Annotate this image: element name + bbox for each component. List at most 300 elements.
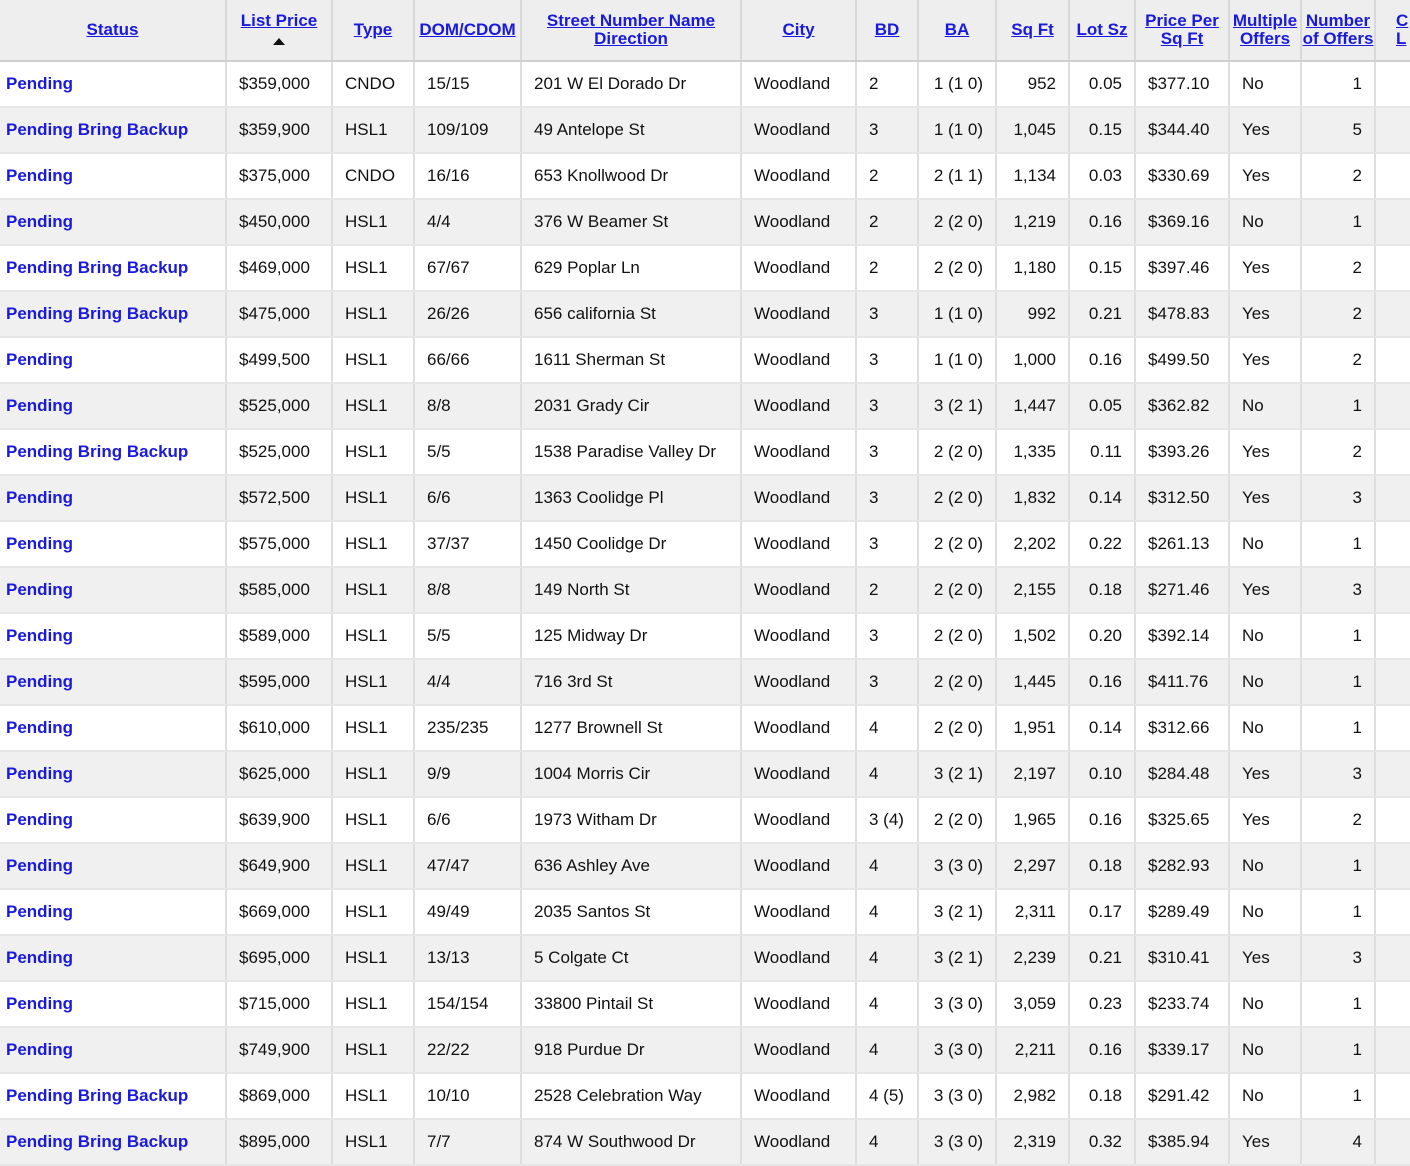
bedrooms-cell: 4 [856,935,918,981]
bedrooms-cell: 4 [856,889,918,935]
sq-ft-cell: 1,180 [996,245,1069,291]
truncated-cell [1375,107,1410,153]
number-of-offers-cell: 1 [1301,1027,1375,1073]
street-address-cell: 33800 Pintail St [521,981,741,1027]
type-cell: HSL1 [332,705,414,751]
price-per-sq-ft-cell: $393.26 [1135,429,1229,475]
dom-cdom-cell: 6/6 [414,797,521,843]
bathrooms-cell: 2 (2 0) [918,199,996,245]
bedrooms-cell: 4 [856,705,918,751]
lot-size-cell: 0.21 [1069,291,1135,337]
multiple-offers-cell: Yes [1229,935,1301,981]
status-link[interactable]: Pending Bring Backup [6,258,189,277]
multiple-offers-cell: Yes [1229,153,1301,199]
sq-ft-cell: 2,319 [996,1119,1069,1165]
status-link[interactable]: Pending [6,764,74,783]
column-header-dom-cdom[interactable] [414,0,521,61]
street-address-cell: 2031 Grady Cir [521,383,741,429]
column-header-list-price[interactable] [226,0,332,61]
sq-ft-cell: 2,211 [996,1027,1069,1073]
number-of-offers-cell: 2 [1301,797,1375,843]
lot-size-cell: 0.16 [1069,337,1135,383]
sort-link-city[interactable]: City [782,20,815,39]
table-row[interactable] [0,61,1410,107]
sort-link-multiple-offers[interactable]: Multiple Offers [1232,11,1298,48]
truncated-cell [1375,153,1410,199]
bedrooms-cell: 3 [856,613,918,659]
list-price-cell: $749,900 [226,1027,332,1073]
number-of-offers-cell: 4 [1301,1119,1375,1165]
type-cell: HSL1 [332,521,414,567]
status-link[interactable]: Pending [6,212,74,231]
status-cell[interactable] [0,889,226,935]
bedrooms-cell: 2 [856,567,918,613]
bathrooms-cell: 3 (3 0) [918,1027,996,1073]
dom-cdom-cell: 10/10 [414,1073,521,1119]
table-row[interactable] [0,843,1410,889]
sort-link-list-price[interactable]: List Price [240,10,318,30]
list-price-cell: $572,500 [226,475,332,521]
column-header-ba[interactable] [918,0,996,61]
truncated-cell [1375,705,1410,751]
status-link[interactable]: Pending Bring Backup [6,1086,189,1105]
column-header-sq-ft[interactable] [996,0,1069,61]
sq-ft-cell: 2,155 [996,567,1069,613]
city-cell: Woodland [741,935,856,981]
status-link[interactable]: Pending Bring Backup [6,1132,189,1151]
multiple-offers-cell: No [1229,613,1301,659]
column-header-street[interactable] [521,0,741,61]
status-cell[interactable] [0,521,226,567]
list-price-cell: $359,900 [226,107,332,153]
multiple-offers-cell: No [1229,659,1301,705]
bathrooms-cell: 2 (1 1) [918,153,996,199]
column-header-truncated[interactable] [1375,0,1410,61]
status-cell[interactable] [0,705,226,751]
city-cell: Woodland [741,383,856,429]
status-cell[interactable] [0,935,226,981]
city-cell: Woodland [741,337,856,383]
status-cell[interactable] [0,107,226,153]
truncated-cell [1375,659,1410,705]
city-cell: Woodland [741,705,856,751]
sort-link-status[interactable]: Status [86,20,139,39]
truncated-cell [1375,1073,1410,1119]
multiple-offers-cell: No [1229,383,1301,429]
bedrooms-cell: 3 [856,659,918,705]
status-link[interactable]: Pending [6,166,74,185]
sort-link-lot-sz[interactable]: Lot Sz [1076,20,1128,39]
status-cell[interactable] [0,337,226,383]
sort-link-ba[interactable]: BA [944,20,970,39]
price-per-sq-ft-cell: $369.16 [1135,199,1229,245]
table-row[interactable] [0,751,1410,797]
city-cell: Woodland [741,567,856,613]
status-link[interactable]: Pending [6,1040,74,1059]
status-link[interactable]: Pending Bring Backup [6,120,189,139]
sort-link-bd[interactable]: BD [874,20,900,39]
dom-cdom-cell: 4/4 [414,659,521,705]
list-price-cell: $895,000 [226,1119,332,1165]
street-address-cell: 716 3rd St [521,659,741,705]
status-link[interactable]: Pending [6,488,74,507]
sq-ft-cell: 1,447 [996,383,1069,429]
price-per-sq-ft-cell: $397.46 [1135,245,1229,291]
bedrooms-cell: 3 [856,475,918,521]
status-cell[interactable] [0,843,226,889]
truncated-cell [1375,521,1410,567]
status-cell[interactable] [0,475,226,521]
status-link[interactable]: Pending [6,994,74,1013]
table-row[interactable] [0,1027,1410,1073]
number-of-offers-cell: 1 [1301,705,1375,751]
dom-cdom-cell: 235/235 [414,705,521,751]
type-cell: CNDO [332,61,414,107]
list-price-cell: $595,000 [226,659,332,705]
list-price-cell: $585,000 [226,567,332,613]
number-of-offers-cell: 2 [1301,337,1375,383]
multiple-offers-cell: Yes [1229,797,1301,843]
city-cell: Woodland [741,751,856,797]
multiple-offers-cell: No [1229,981,1301,1027]
table-row[interactable] [0,291,1410,337]
price-per-sq-ft-cell: $282.93 [1135,843,1229,889]
table-row[interactable] [0,797,1410,843]
type-cell: HSL1 [332,429,414,475]
truncated-cell [1375,751,1410,797]
lot-size-cell: 0.14 [1069,475,1135,521]
column-header-multiple-offers[interactable] [1229,0,1301,61]
street-address-cell: 653 Knollwood Dr [521,153,741,199]
table-row[interactable] [0,1119,1410,1165]
lot-size-cell: 0.18 [1069,1073,1135,1119]
sq-ft-cell: 1,335 [996,429,1069,475]
sort-up-arrow-icon[interactable] [273,38,285,45]
table-row[interactable] [0,659,1410,705]
multiple-offers-cell: No [1229,843,1301,889]
sort-link-dom-cdom[interactable]: DOM/CDOM [419,20,516,39]
status-link[interactable]: Pending [6,856,74,875]
sort-link-sq-ft[interactable]: Sq Ft [1011,20,1054,39]
truncated-cell [1375,61,1410,107]
dom-cdom-cell: 4/4 [414,199,521,245]
bedrooms-cell: 3 [856,383,918,429]
status-cell[interactable] [0,751,226,797]
sq-ft-cell: 952 [996,61,1069,107]
lot-size-cell: 0.21 [1069,935,1135,981]
status-link[interactable]: Pending [6,672,74,691]
sq-ft-cell: 992 [996,291,1069,337]
status-link[interactable]: Pending Bring Backup [6,442,189,461]
dom-cdom-cell: 67/67 [414,245,521,291]
price-per-sq-ft-cell: $385.94 [1135,1119,1229,1165]
type-cell: HSL1 [332,889,414,935]
truncated-cell [1375,383,1410,429]
bedrooms-cell: 3 [856,429,918,475]
price-per-sq-ft-cell: $284.48 [1135,751,1229,797]
multiple-offers-cell: Yes [1229,1119,1301,1165]
type-cell: HSL1 [332,751,414,797]
bathrooms-cell: 2 (2 0) [918,245,996,291]
list-price-cell: $669,000 [226,889,332,935]
column-header-number-of-offers[interactable] [1301,0,1375,61]
status-cell[interactable] [0,981,226,1027]
street-address-cell: 49 Antelope St [521,107,741,153]
dom-cdom-cell: 49/49 [414,889,521,935]
number-of-offers-cell: 1 [1301,659,1375,705]
status-link[interactable]: Pending [6,718,74,737]
lot-size-cell: 0.10 [1069,751,1135,797]
list-price-cell: $450,000 [226,199,332,245]
status-cell[interactable] [0,199,226,245]
street-address-cell: 201 W El Dorado Dr [521,61,741,107]
sq-ft-cell: 1,951 [996,705,1069,751]
list-price-cell: $869,000 [226,1073,332,1119]
table-header [0,0,1410,61]
column-header-city[interactable] [741,0,856,61]
type-cell: HSL1 [332,613,414,659]
bathrooms-cell: 2 (2 0) [918,429,996,475]
city-cell: Woodland [741,245,856,291]
truncated-cell [1375,567,1410,613]
status-link[interactable]: Pending Bring Backup [6,304,189,323]
lot-size-cell: 0.18 [1069,843,1135,889]
dom-cdom-cell: 37/37 [414,521,521,567]
bathrooms-cell: 3 (2 1) [918,383,996,429]
status-cell[interactable] [0,383,226,429]
table-row[interactable] [0,1073,1410,1119]
number-of-offers-cell: 3 [1301,475,1375,521]
dom-cdom-cell: 22/22 [414,1027,521,1073]
status-cell[interactable] [0,61,226,107]
type-cell: HSL1 [332,567,414,613]
sq-ft-cell: 2,202 [996,521,1069,567]
table-row[interactable] [0,429,1410,475]
street-address-cell: 125 Midway Dr [521,613,741,659]
street-address-cell: 2528 Celebration Way [521,1073,741,1119]
status-link[interactable]: Pending [6,580,74,599]
status-link[interactable]: Pending [6,534,74,553]
lot-size-cell: 0.05 [1069,61,1135,107]
status-link[interactable]: Pending [6,810,74,829]
truncated-cell [1375,889,1410,935]
table-row[interactable] [0,705,1410,751]
lot-size-cell: 0.16 [1069,1027,1135,1073]
street-address-cell: 149 North St [521,567,741,613]
table-row[interactable] [0,935,1410,981]
price-per-sq-ft-cell: $339.17 [1135,1027,1229,1073]
bedrooms-cell: 4 [856,1119,918,1165]
status-link[interactable]: Pending [6,948,74,967]
table-row[interactable] [0,337,1410,383]
sq-ft-cell: 2,982 [996,1073,1069,1119]
bedrooms-cell: 3 [856,337,918,383]
list-price-cell: $589,000 [226,613,332,659]
column-header-price-per-sq-ft[interactable] [1135,0,1229,61]
table-row[interactable] [0,153,1410,199]
sq-ft-cell: 1,045 [996,107,1069,153]
status-cell[interactable] [0,153,226,199]
price-per-sq-ft-cell: $411.76 [1135,659,1229,705]
table-row[interactable] [0,245,1410,291]
table-row[interactable] [0,107,1410,153]
list-price-cell: $695,000 [226,935,332,981]
bedrooms-cell: 4 (5) [856,1073,918,1119]
bathrooms-cell: 2 (2 0) [918,521,996,567]
status-cell[interactable] [0,567,226,613]
table-row[interactable] [0,521,1410,567]
table-row[interactable] [0,475,1410,521]
truncated-cell [1375,935,1410,981]
city-cell: Woodland [741,1073,856,1119]
type-cell: HSL1 [332,1073,414,1119]
sort-link-type[interactable]: Type [353,20,393,39]
sort-link-price-per-sq-ft[interactable]: Price Per Sq Ft [1145,11,1219,48]
sort-link-street[interactable]: Street Number Name Direction [546,11,716,48]
status-cell[interactable] [0,1027,226,1073]
sort-link-truncated[interactable]: C L [1396,11,1409,48]
number-of-offers-cell: 1 [1301,383,1375,429]
sq-ft-cell: 1,965 [996,797,1069,843]
truncated-cell [1375,843,1410,889]
bathrooms-cell: 3 (3 0) [918,1073,996,1119]
number-of-offers-cell: 3 [1301,751,1375,797]
status-cell[interactable] [0,291,226,337]
number-of-offers-cell: 3 [1301,567,1375,613]
list-price-cell: $715,000 [226,981,332,1027]
status-cell[interactable] [0,429,226,475]
lot-size-cell: 0.20 [1069,613,1135,659]
dom-cdom-cell: 8/8 [414,567,521,613]
city-cell: Woodland [741,1119,856,1165]
bathrooms-cell: 1 (1 0) [918,291,996,337]
number-of-offers-cell: 2 [1301,245,1375,291]
bathrooms-cell: 3 (3 0) [918,981,996,1027]
status-cell[interactable] [0,1073,226,1119]
list-price-cell: $575,000 [226,521,332,567]
truncated-cell [1375,337,1410,383]
bathrooms-cell: 2 (2 0) [918,613,996,659]
status-cell[interactable] [0,659,226,705]
status-link[interactable]: Pending [6,902,74,921]
bedrooms-cell: 2 [856,199,918,245]
table-row[interactable] [0,889,1410,935]
sq-ft-cell: 2,297 [996,843,1069,889]
bathrooms-cell: 2 (2 0) [918,797,996,843]
table-row[interactable] [0,383,1410,429]
city-cell: Woodland [741,199,856,245]
column-header-status[interactable] [0,0,226,61]
status-link[interactable]: Pending [6,626,74,645]
multiple-offers-cell: Yes [1229,751,1301,797]
column-header-bd[interactable] [856,0,918,61]
street-address-cell: 1973 Witham Dr [521,797,741,843]
bedrooms-cell: 4 [856,1027,918,1073]
dom-cdom-cell: 9/9 [414,751,521,797]
price-per-sq-ft-cell: $291.42 [1135,1073,1229,1119]
bathrooms-cell: 3 (2 1) [918,935,996,981]
lot-size-cell: 0.17 [1069,889,1135,935]
dom-cdom-cell: 47/47 [414,843,521,889]
status-link[interactable]: Pending [6,396,74,415]
multiple-offers-cell: Yes [1229,337,1301,383]
city-cell: Woodland [741,981,856,1027]
status-cell[interactable] [0,1119,226,1165]
status-cell[interactable] [0,613,226,659]
dom-cdom-cell: 154/154 [414,981,521,1027]
truncated-cell [1375,1027,1410,1073]
bedrooms-cell: 3 [856,107,918,153]
type-cell: HSL1 [332,1027,414,1073]
lot-size-cell: 0.16 [1069,199,1135,245]
price-per-sq-ft-cell: $325.65 [1135,797,1229,843]
bedrooms-cell: 4 [856,751,918,797]
number-of-offers-cell: 1 [1301,521,1375,567]
lot-size-cell: 0.18 [1069,567,1135,613]
city-cell: Woodland [741,475,856,521]
bathrooms-cell: 3 (3 0) [918,843,996,889]
sq-ft-cell: 3,059 [996,981,1069,1027]
list-price-cell: $375,000 [226,153,332,199]
city-cell: Woodland [741,1027,856,1073]
bedrooms-cell: 2 [856,245,918,291]
multiple-offers-cell: No [1229,1027,1301,1073]
street-address-cell: 1363 Coolidge Pl [521,475,741,521]
truncated-cell [1375,291,1410,337]
multiple-offers-cell: No [1229,199,1301,245]
city-cell: Woodland [741,613,856,659]
status-cell[interactable] [0,245,226,291]
number-of-offers-cell: 1 [1301,1073,1375,1119]
street-address-cell: 376 W Beamer St [521,199,741,245]
sq-ft-cell: 1,000 [996,337,1069,383]
status-cell[interactable] [0,797,226,843]
column-header-type[interactable] [332,0,414,61]
city-cell: Woodland [741,429,856,475]
list-price-cell: $649,900 [226,843,332,889]
table-row[interactable] [0,981,1410,1027]
street-address-cell: 1450 Coolidge Dr [521,521,741,567]
sq-ft-cell: 1,219 [996,199,1069,245]
type-cell: HSL1 [332,797,414,843]
table-row[interactable] [0,567,1410,613]
number-of-offers-cell: 1 [1301,843,1375,889]
status-link[interactable]: Pending [6,74,74,93]
bedrooms-cell: 3 [856,291,918,337]
truncated-cell [1375,1119,1410,1165]
column-header-lot-sz[interactable] [1069,0,1135,61]
list-price-cell: $610,000 [226,705,332,751]
sq-ft-cell: 2,311 [996,889,1069,935]
status-link[interactable]: Pending [6,350,74,369]
truncated-cell [1375,613,1410,659]
table-row[interactable] [0,613,1410,659]
bathrooms-cell: 2 (2 0) [918,659,996,705]
dom-cdom-cell: 66/66 [414,337,521,383]
price-per-sq-ft-cell: $289.49 [1135,889,1229,935]
bathrooms-cell: 3 (3 0) [918,1119,996,1165]
multiple-offers-cell: Yes [1229,245,1301,291]
sort-link-number-of-offers[interactable]: Number of Offers [1302,11,1374,48]
table-row[interactable] [0,199,1410,245]
number-of-offers-cell: 2 [1301,291,1375,337]
multiple-offers-cell: No [1229,1073,1301,1119]
type-cell: HSL1 [332,107,414,153]
lot-size-cell: 0.23 [1069,981,1135,1027]
lot-size-cell: 0.15 [1069,107,1135,153]
type-cell: HSL1 [332,935,414,981]
type-cell: HSL1 [332,659,414,705]
